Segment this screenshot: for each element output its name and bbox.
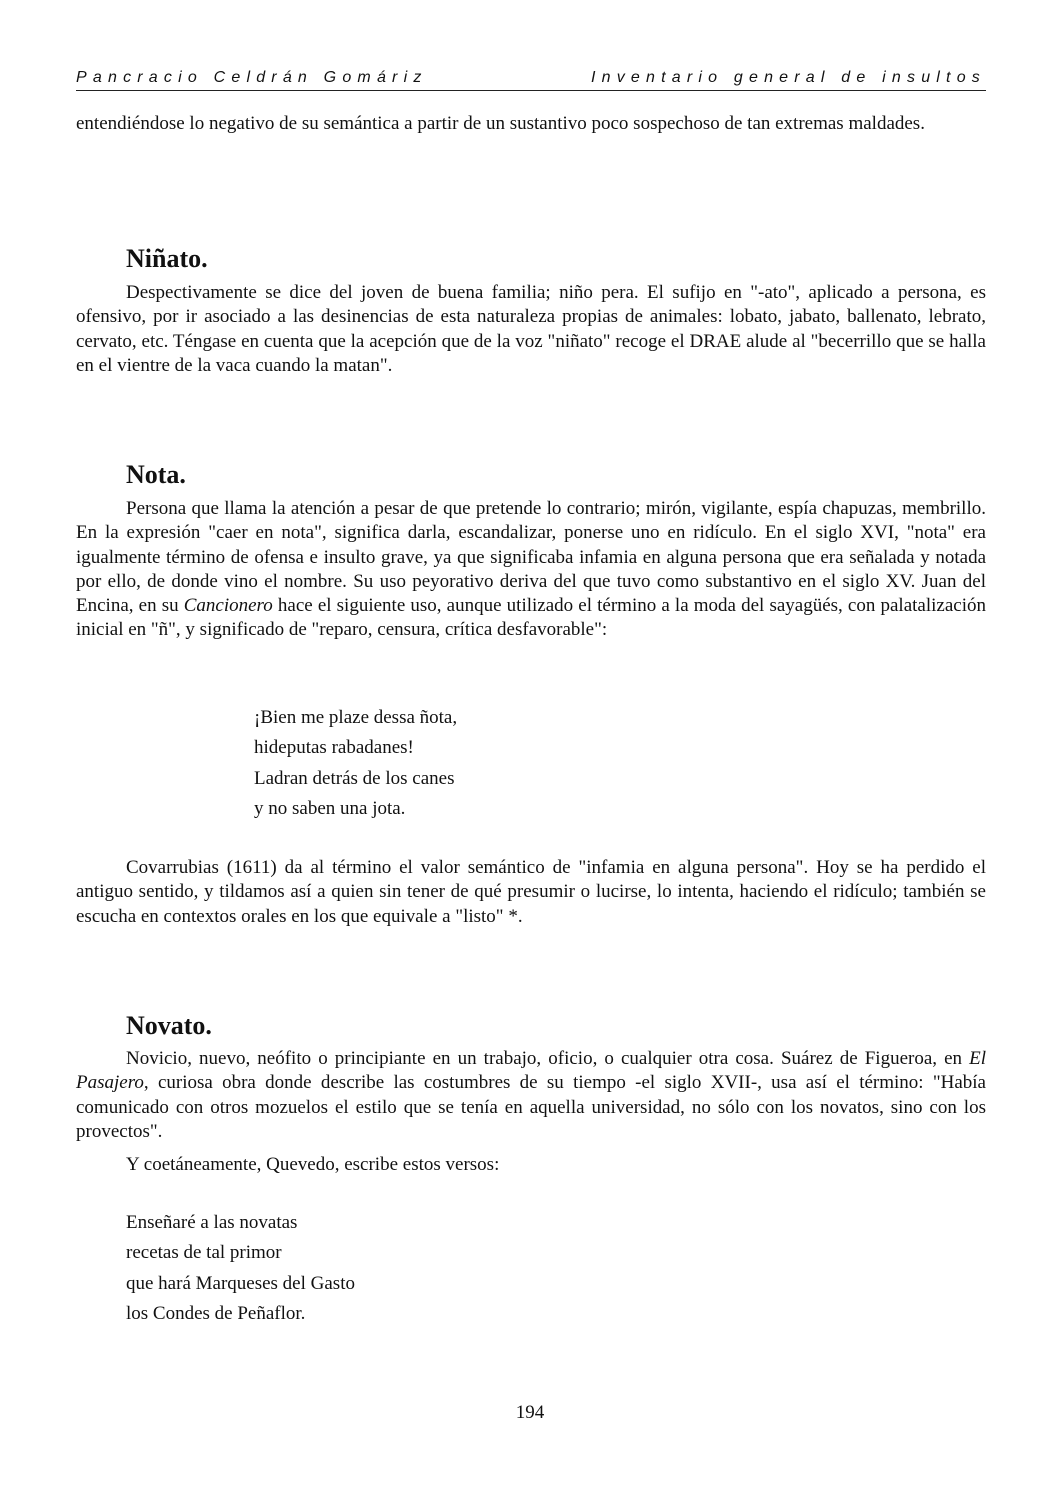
novato-text-b: , curiosa obra donde describe las costumbres de su tiempo -el siglo XVII-, usa así el término: "Había comunicado con otros mozuelos el estilo que se tenía en aquella universidad, no sólo con los novatos, sino con los provectos". (76, 1072, 986, 1142)
verse-line: ¡Bien me plaze dessa ñota, (254, 707, 458, 728)
nota-text-b: hace el siguiente uso, aunque utilizado el término a la moda del sayagüés, con palatalización inicial en "ñ", y significado de "reparo, censura, crítica desfavorable": (76, 595, 986, 641)
entry-title-nota: Nota. (126, 460, 186, 489)
entry-title-ninato: Niñato. (126, 244, 208, 273)
nota-text-a: Persona que llama la atención a pesar de que pretende lo contrario; mirón, vigilante, espía chapuzas, membrillo. En la expresión "caer en nota", significa darla, escandalizar, ponerse uno en ridículo. En el siglo XVI, "nota" era igualmente término de ofensa e insulto grave, ya que significaba infamia en alguna persona que era señalada y notada por ello, de donde vino el nombre. Su uso peyorativo deriva del que tuvo como substantivo en el siglo XV. Juan del Encina, en su (76, 498, 986, 617)
entry-title-novato: Novato. (126, 1011, 212, 1040)
work-title-cancionero: Cancionero (183, 595, 273, 617)
verse-line: Ladran detrás de los canes (254, 767, 455, 789)
entry-paragraph-nota (76, 497, 986, 643)
work-title-el-pasajero: El Pasajero (76, 1048, 986, 1094)
entry-paragraph-novato-2: Y coetáneamente, Quevedo, escribe estos versos: (126, 1154, 500, 1175)
entry-paragraph-ninato: Despectivamente se dice del joven de buena familia; niño pera. El sufijo en "-ato", aplicado a persona, es ofensivo, por ir asociado a las desinencias de esta naturaleza propias de animales: lobato, jabato, ballenato, lebrato, cervato, etc. Téngase en cuenta que la acepción que de la voz "niñato" recoge el DRAE alude al "becerrillo que se halla en el vientre de la vaca cuando la matan". (76, 282, 986, 376)
header-author: Pancracio Celdrán Gomáriz (76, 69, 428, 86)
entry-paragraph-nota-2: Covarrubias (1611) da al término el valor semántico de "infamia en alguna persona". Hoy se ha perdido el antiguo sentido, y tildamos así a quien sin tener de qué presumir o lucirse, lo intenta, haciendo el ridículo; también se escucha en contextos orales en los que equivale a "listo" *. (76, 857, 986, 927)
verse-quevedo (126, 1208, 355, 1329)
verse-encina (254, 703, 457, 824)
page-number: 194 (515, 1402, 545, 1423)
verse-line: que hará Marqueses del Gasto (126, 1272, 355, 1294)
intro-paragraph: entendiéndose lo negativo de su semántica a partir de un sustantivo poco sospechoso de tan extremas maldades. (76, 113, 925, 134)
entry-paragraph-novato (76, 1047, 986, 1144)
verse-line: los Condes de Peñaflor. (126, 1302, 306, 1324)
verse-line: recetas de tal primor (126, 1242, 282, 1264)
verse-line: y no saben una jota. (254, 797, 406, 819)
header-book-title: Inventario general de insultos (590, 69, 986, 86)
verse-line: Enseñaré a las novatas (126, 1212, 298, 1233)
running-header (76, 68, 986, 91)
verse-line: hideputas rabadanes! (254, 737, 414, 759)
novato-text-a: Novicio, nuevo, neófito o principiante en un trabajo, oficio, o cualquier otra cosa. Suárez de Figueroa, en (126, 1048, 970, 1069)
